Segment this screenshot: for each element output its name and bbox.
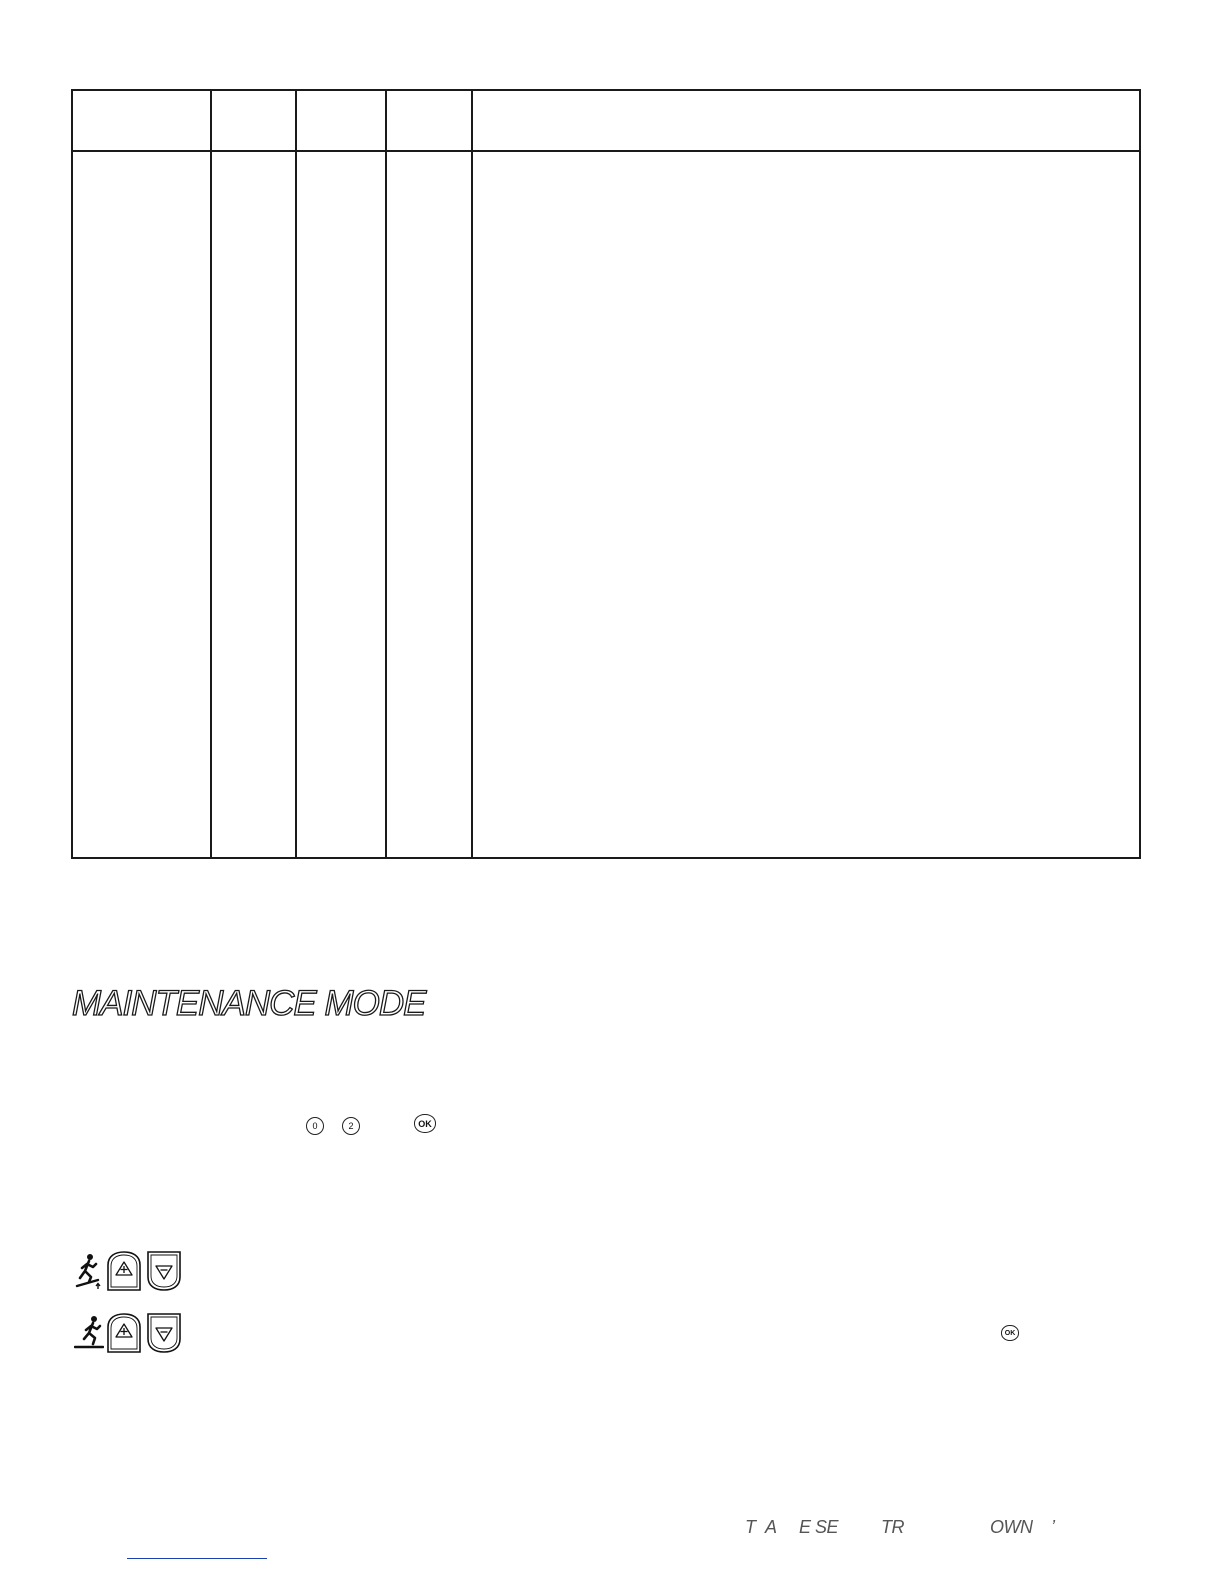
key-two-icon: 2: [342, 1117, 360, 1135]
footer-fragment: A: [765, 1517, 777, 1537]
footer-fragment: T: [745, 1517, 756, 1537]
footer-fragment: OWN: [990, 1517, 1033, 1537]
table-column-divider: [471, 91, 473, 857]
key-zero-icon: 0: [306, 1117, 324, 1135]
incline-up-button[interactable]: [106, 1251, 142, 1291]
footer-fragment: E SE: [799, 1517, 839, 1537]
footer-link-underline[interactable]: [127, 1558, 267, 1559]
table-header-divider: [73, 150, 1139, 152]
table-column-divider: [295, 91, 297, 857]
specification-table: [71, 89, 1141, 859]
incline-down-button[interactable]: [146, 1251, 182, 1291]
footer-fragment: ’: [1051, 1517, 1055, 1537]
speed-runner-icon: [74, 1313, 104, 1353]
speed-down-button[interactable]: [146, 1313, 182, 1353]
key-ok-icon: OK: [414, 1114, 436, 1133]
footer-fragment: TR: [881, 1517, 904, 1537]
table-column-divider: [385, 91, 387, 857]
key-ok-icon: OK: [1001, 1325, 1019, 1341]
incline-runner-icon: [74, 1251, 104, 1291]
speed-up-button[interactable]: [106, 1313, 142, 1353]
table-column-divider: [210, 91, 212, 857]
section-heading: MAINTENANCE MODE: [72, 984, 426, 1023]
